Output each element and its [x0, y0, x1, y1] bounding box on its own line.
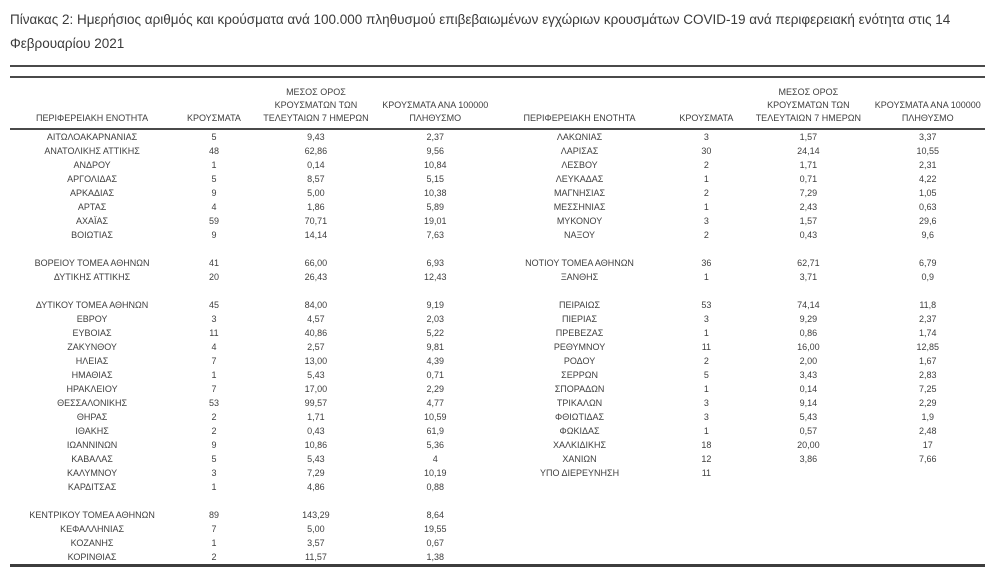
region-cell-left: ΙΩΑΝΝΙΝΩΝ [66, 440, 118, 451]
region-cell-right: ΛΕΥΚΑΔΑΣ [555, 174, 604, 185]
avg7-cell-left: 84,00 [304, 300, 328, 311]
cases-cell-left: 11 [209, 328, 219, 339]
cases-cell-right [667, 508, 747, 522]
table-row [10, 508, 985, 522]
avg7-cell-right: 5,43 [799, 412, 818, 423]
per100k-cell-left: 19,01 [424, 216, 447, 227]
cases-cell-right: 3 [703, 314, 709, 325]
per100k-cell-left: 10,38 [424, 188, 447, 199]
per100k-cell-right [871, 522, 985, 536]
region-cell-right: ΦΘΙΩΤΙΔΑΣ [555, 412, 605, 423]
cases-cell-left: 4 [211, 342, 217, 353]
region-cell-right: ΡΕΘΥΜΝΟΥ [553, 342, 606, 353]
per100k-cell-right [871, 466, 985, 480]
cases-cell-left: 5 [211, 132, 217, 143]
avg7-cell-left: 13,00 [304, 356, 328, 367]
avg7-cell-left: 0,14 [307, 160, 325, 171]
table-row [10, 354, 985, 368]
avg7-cell-left: 4,86 [307, 482, 325, 493]
avg7-cell-left: 5,43 [307, 370, 325, 381]
per100k-cell-right: 17 [922, 440, 933, 451]
avg7-cell-left: 2,57 [307, 342, 325, 353]
avg7-cell-right [746, 242, 870, 256]
region-cell-right: ΜΕΣΣΗΝΙΑΣ [553, 202, 606, 213]
cases-cell-right: 3 [703, 216, 709, 227]
pre-table-gap [10, 78, 985, 86]
region-cell-left: ΑΡΚΑΔΙΑΣ [70, 188, 115, 199]
per100k-cell-right: 1,9 [921, 412, 935, 423]
cases-cell-left: 41 [208, 258, 219, 269]
table-body [10, 129, 985, 566]
table-row [10, 452, 985, 466]
per100k-cell-right [871, 242, 985, 256]
per100k-cell-left: 5,15 [426, 174, 445, 185]
avg7-cell-right: 3,71 [799, 272, 818, 283]
avg7-cell-right: 1,71 [799, 160, 818, 171]
region-cell-right: ΝΟΤΙΟΥ ΤΟΜΕΑ ΑΘΗΝΩΝ [525, 258, 634, 269]
region-cell-left: ΚΑΛΥΜΝΟΥ [67, 468, 118, 479]
table-row [10, 144, 985, 158]
cases-cell-right: 2 [703, 356, 709, 367]
cases-cell-right [667, 550, 747, 566]
per100k-cell-right: 2,37 [919, 314, 937, 325]
region-cell-left: ΘΕΣΣΑΛΟΝΙΚΗΣ [57, 398, 128, 409]
table-row [10, 186, 985, 200]
table-row [10, 129, 985, 144]
region-cell-left: ΖΑΚΥΝΘΟΥ [67, 342, 117, 353]
avg7-cell-right: 0,14 [799, 384, 818, 395]
table-row [10, 424, 985, 438]
table-row [10, 410, 985, 424]
per100k-cell-left: 0,67 [426, 538, 445, 549]
avg7-cell-right: 0,86 [799, 328, 818, 339]
header-row [10, 86, 985, 129]
region-cell-right [493, 550, 667, 566]
cases-cell-right: 11 [701, 468, 712, 479]
cases-cell-left [174, 284, 254, 298]
region-cell-left: ΒΟΙΩΤΙΑΣ [71, 230, 113, 241]
region-cell-right: ΠΕΙΡΑΙΩΣ [558, 300, 601, 311]
region-cell-right: ΥΠΟ ΔΙΕΡΕΥΝΗΣΗ [540, 468, 620, 479]
covid-regional-table [10, 86, 985, 567]
per100k-cell-left: 10,84 [424, 160, 447, 171]
per100k-cell-left: 2,29 [426, 384, 445, 395]
cases-cell-left: 1 [211, 370, 217, 381]
cases-cell-left: 2 [211, 552, 217, 563]
cases-cell-right: 1 [703, 174, 709, 185]
table-row [10, 368, 985, 382]
table-row [10, 480, 985, 494]
col-header-region-left: ΠΕΡΙΦΕΡΕΙΑΚΗ ΕΝΟΤΗΤΑ [10, 86, 174, 129]
per100k-cell-left: 8,64 [426, 510, 445, 521]
cases-cell-left: 4 [211, 202, 217, 213]
per100k-cell-left: 5,36 [426, 440, 445, 451]
table-row [10, 312, 985, 326]
avg7-cell-left: 66,00 [304, 258, 328, 269]
col-header-per100k-left: ΚΡΟΥΣΜΑΤΑ ΑΝΑ 100000 ΠΛΗΘΥΣΜΟ [378, 86, 492, 129]
table-row [10, 438, 985, 452]
region-cell-right: ΡΟΔΟΥ [563, 356, 596, 367]
cases-cell-right: 2 [703, 230, 709, 241]
cases-cell-right [667, 522, 747, 536]
avg7-cell-right [746, 550, 870, 566]
region-cell-left: ΚΟΡΙΝΘΙΑΣ [67, 552, 117, 563]
per100k-cell-left: 10,19 [424, 468, 447, 479]
col-header-region-right: ΠΕΡΙΦΕΡΕΙΑΚΗ ΕΝΟΤΗΤΑ [493, 86, 667, 129]
cases-cell-right: 30 [701, 146, 712, 157]
cases-cell-left: 5 [211, 174, 217, 185]
avg7-cell-right: 0,57 [799, 426, 818, 437]
avg7-cell-right [746, 508, 870, 522]
region-cell-right [493, 536, 667, 550]
avg7-cell-right: 9,29 [799, 314, 818, 325]
cases-cell-right [667, 242, 747, 256]
region-cell-right [493, 480, 667, 494]
per100k-cell-right: 4,22 [919, 174, 937, 185]
region-cell-left [10, 242, 174, 256]
cases-cell-left: 9 [211, 230, 217, 241]
per100k-cell-left: 0,71 [426, 370, 445, 381]
region-cell-right: ΠΡΕΒΕΖΑΣ [555, 328, 604, 339]
per100k-cell-left: 4,39 [426, 356, 445, 367]
table-row [10, 158, 985, 172]
per100k-cell-right [871, 550, 985, 566]
cases-cell-right: 53 [701, 300, 712, 311]
per100k-cell-left: 2,37 [426, 132, 445, 143]
col-header-cases-left: ΚΡΟΥΣΜΑΤΑ [174, 86, 254, 129]
per100k-cell-right [871, 494, 985, 508]
region-cell-left: ΑΙΤΩΛΟΑΚΑΡΝΑΝΙΑΣ [46, 132, 138, 143]
region-cell-left: ΚΕΦΑΛΛΗΝΙΑΣ [60, 524, 125, 535]
per100k-cell-right [871, 284, 985, 298]
avg7-cell-right [746, 466, 870, 480]
cases-cell-right: 36 [701, 258, 712, 269]
cases-cell-right: 2 [703, 188, 709, 199]
avg7-cell-right: 20,00 [797, 440, 820, 451]
cases-cell-right: 1 [703, 384, 709, 395]
avg7-cell-right: 62,71 [797, 258, 820, 269]
table-row [10, 550, 985, 566]
region-cell-left: ΕΒΡΟΥ [76, 314, 108, 325]
avg7-cell-left: 5,00 [307, 524, 325, 535]
per100k-cell-left [378, 284, 492, 298]
avg7-cell-right: 3,86 [799, 454, 818, 465]
col-header-per100k-right: ΚΡΟΥΣΜΑΤΑ ΑΝΑ 100000 ΠΛΗΘΥΣΜΟ [871, 86, 985, 129]
per100k-cell-right: 0,63 [919, 202, 937, 213]
region-cell-left: ΑΝΔΡΟΥ [73, 160, 111, 171]
per100k-cell-right: 2,31 [919, 160, 937, 171]
spacer-row [10, 242, 985, 256]
cases-cell-left: 89 [208, 510, 219, 521]
region-cell-left: ΒΟΡΕΙΟΥ ΤΟΜΕΑ ΑΘΗΝΩΝ [34, 258, 150, 269]
per100k-cell-right: 1,67 [919, 356, 937, 367]
avg7-cell-right [746, 536, 870, 550]
cases-cell-left: 1 [211, 538, 217, 549]
region-cell-right: ΧΑΛΚΙΔΙΚΗΣ [552, 440, 607, 451]
region-cell-right [493, 508, 667, 522]
table-row [10, 396, 985, 410]
cases-cell-right: 18 [701, 440, 712, 451]
table-row [10, 228, 985, 242]
avg7-cell-left [254, 242, 378, 256]
avg7-cell-left: 8,57 [307, 174, 325, 185]
per100k-cell-right: 1,05 [919, 188, 937, 199]
per100k-cell-right: 9,6 [921, 230, 935, 241]
table-row [10, 466, 985, 480]
region-cell-right [493, 522, 667, 536]
per100k-cell-left: 7,63 [426, 230, 445, 241]
cases-cell-right [667, 536, 747, 550]
per100k-cell-right: 10,55 [916, 146, 940, 157]
cases-cell-left: 2 [211, 426, 217, 437]
table-header [10, 86, 985, 129]
per100k-cell-right: 2,48 [919, 426, 937, 437]
cases-cell-left: 5 [211, 454, 217, 465]
region-cell-right: ΤΡΙΚΑΛΩΝ [556, 398, 603, 409]
table-row [10, 172, 985, 186]
region-cell-right: ΦΩΚΙΔΑΣ [559, 426, 600, 437]
per100k-cell-right: 29,6 [919, 216, 937, 227]
cases-cell-right [667, 480, 747, 494]
region-cell-right: ΛΑΚΩΝΙΑΣ [556, 132, 603, 143]
avg7-cell-right [746, 494, 870, 508]
avg7-cell-right [746, 480, 870, 494]
cases-cell-left: 45 [208, 300, 219, 311]
per100k-cell-right: 3,37 [919, 132, 937, 143]
spacer-row [10, 284, 985, 298]
avg7-cell-right: 3,43 [799, 370, 818, 381]
per100k-cell-left: 1,38 [426, 552, 445, 563]
cases-cell-left: 3 [211, 468, 217, 479]
avg7-cell-right: 0,43 [799, 230, 818, 241]
per100k-cell-left: 0,88 [426, 482, 445, 493]
table-row [10, 536, 985, 550]
avg7-cell-left: 62,86 [304, 146, 328, 157]
avg7-cell-left: 5,00 [307, 188, 325, 199]
per100k-cell-left [378, 494, 492, 508]
per100k-cell-right: 12,85 [916, 342, 940, 353]
col-header-avg7-right: ΜΕΣΟΣ ΟΡΟΣ ΚΡΟΥΣΜΑΤΩΝ ΤΩΝ ΤΕΛΕΥΤΑΙΩΝ 7 ΗΜΕΡΩΝ [746, 86, 870, 129]
cases-cell-left: 1 [211, 160, 217, 171]
rule-gap [10, 67, 985, 76]
cases-cell-left: 48 [208, 146, 219, 157]
avg7-cell-right [746, 284, 870, 298]
region-cell-left: ΑΡΓΟΛΙΔΑΣ [67, 174, 118, 185]
avg7-cell-left: 11,57 [304, 552, 327, 563]
avg7-cell-left [254, 284, 378, 298]
cases-cell-left: 7 [211, 524, 217, 535]
cases-cell-right [667, 284, 747, 298]
per100k-cell-left: 9,81 [426, 342, 445, 353]
region-cell-left: ΙΘΑΚΗΣ [75, 426, 109, 437]
cases-cell-left: 20 [208, 272, 219, 283]
per100k-cell-right: 7,25 [919, 384, 937, 395]
cases-cell-left: 7 [211, 384, 217, 395]
avg7-cell-left: 99,57 [304, 398, 328, 409]
cases-cell-left [174, 494, 254, 508]
per100k-cell-right [871, 508, 985, 522]
avg7-cell-right: 16,00 [797, 342, 820, 353]
region-cell-right: ΣΠΟΡΑΔΩΝ [554, 384, 605, 395]
region-cell-right [493, 494, 667, 508]
cases-cell-right: 1 [703, 328, 709, 339]
per100k-cell-right: 2,29 [919, 398, 937, 409]
avg7-cell-right: 24,14 [797, 146, 820, 157]
region-cell-left: ΔΥΤΙΚΟΥ ΤΟΜΕΑ ΑΘΗΝΩΝ [35, 300, 149, 311]
region-cell-right [493, 284, 667, 298]
region-cell-right: ΜΑΓΝΗΣΙΑΣ [554, 188, 606, 199]
region-cell-left: ΚΑΡΔΙΤΣΑΣ [67, 482, 117, 493]
region-cell-left: ΘΗΡΑΣ [76, 412, 108, 423]
per100k-cell-left: 6,93 [426, 258, 445, 269]
region-cell-left: ΗΛΕΙΑΣ [75, 356, 109, 367]
avg7-cell-right: 0,71 [799, 174, 818, 185]
per100k-cell-left: 2,03 [426, 314, 445, 325]
avg7-cell-left: 4,57 [307, 314, 325, 325]
per100k-cell-left: 61,9 [426, 426, 445, 437]
region-cell-left: ΕΥΒΟΙΑΣ [72, 328, 112, 339]
cases-cell-right: 5 [703, 370, 709, 381]
col-header-avg7-left: ΜΕΣΟΣ ΟΡΟΣ ΚΡΟΥΣΜΑΤΩΝ ΤΩΝ ΤΕΛΕΥΤΑΙΩΝ 7 ΗΜΕΡΩΝ [254, 86, 378, 129]
table-row [10, 298, 985, 312]
per100k-cell-right: 7,66 [919, 454, 937, 465]
per100k-cell-right: 0,9 [921, 272, 935, 283]
region-cell-left: ΑΡΤΑΣ [77, 202, 107, 213]
table-row [10, 270, 985, 284]
per100k-cell-left: 10,59 [424, 412, 447, 423]
cases-cell-right [667, 494, 747, 508]
avg7-cell-right [746, 522, 870, 536]
region-cell-right: ΜΥΚΟΝΟΥ [556, 216, 603, 227]
cases-cell-left: 2 [211, 412, 217, 423]
per100k-cell-left: 9,56 [426, 146, 445, 157]
region-cell-right: ΛΕΣΒΟΥ [561, 160, 598, 171]
avg7-cell-left: 26,43 [304, 272, 328, 283]
avg7-cell-left: 1,71 [307, 412, 325, 423]
avg7-cell-left: 70,71 [304, 216, 328, 227]
per100k-cell-left: 5,89 [426, 202, 445, 213]
avg7-cell-right: 7,29 [799, 188, 818, 199]
cases-cell-left: 7 [211, 356, 217, 367]
cases-cell-left: 9 [211, 188, 217, 199]
per100k-cell-right: 6,79 [919, 258, 937, 269]
cases-cell-right: 1 [703, 202, 709, 213]
cases-cell-left [174, 242, 254, 256]
cases-cell-left: 3 [211, 314, 217, 325]
region-cell-left [10, 494, 174, 508]
table-row [10, 382, 985, 396]
region-cell-left: ΚΑΒΑΛΑΣ [71, 454, 113, 465]
col-header-cases-right: ΚΡΟΥΣΜΑΤΑ [667, 86, 747, 129]
region-cell-left: ΔΥΤΙΚΗΣ ΑΤΤΙΚΗΣ [53, 272, 131, 283]
cases-cell-right: 11 [701, 342, 712, 353]
avg7-cell-left: 143,29 [302, 510, 330, 521]
table-row [10, 522, 985, 536]
per100k-cell-left [378, 242, 492, 256]
per100k-cell-left: 12,43 [424, 272, 447, 283]
avg7-cell-left: 14,14 [304, 230, 328, 241]
avg7-cell-left: 10,86 [304, 440, 328, 451]
region-cell-left: ΚΟΖΑΝΗΣ [70, 538, 114, 549]
region-cell-left: ΗΡΑΚΛΕΙΟΥ [66, 384, 118, 395]
cases-cell-right: 1 [703, 426, 709, 437]
region-cell-right [493, 242, 667, 256]
avg7-cell-left: 1,86 [307, 202, 325, 213]
per100k-cell-left: 19,55 [424, 524, 447, 535]
avg7-cell-left: 3,57 [307, 538, 325, 549]
avg7-cell-right: 2,00 [799, 356, 818, 367]
region-cell-left: ΑΧΑΪΑΣ [76, 216, 109, 227]
avg7-cell-left: 0,43 [307, 426, 325, 437]
cases-cell-left: 59 [208, 216, 219, 227]
region-cell-right: ΞΑΝΘΗΣ [560, 272, 599, 283]
avg7-cell-left [254, 494, 378, 508]
region-cell-right: ΧΑΝΙΩΝ [562, 454, 597, 465]
cases-cell-right: 2 [703, 160, 709, 171]
spacer-row [10, 494, 985, 508]
per100k-cell-left: 5,22 [426, 328, 445, 339]
table-row [10, 200, 985, 214]
region-cell-left: ΗΜΑΘΙΑΣ [71, 370, 113, 381]
table-row [10, 256, 985, 270]
cases-cell-right: 3 [703, 132, 709, 143]
region-cell-left [10, 284, 174, 298]
cases-cell-right: 12 [701, 454, 712, 465]
cases-cell-right: 3 [703, 398, 709, 409]
avg7-cell-right: 74,14 [797, 300, 820, 311]
region-cell-right: ΛΑΡΙΣΑΣ [560, 146, 599, 157]
cases-cell-left: 53 [208, 398, 219, 409]
per100k-cell-right [871, 480, 985, 494]
avg7-cell-left: 40,86 [304, 328, 328, 339]
avg7-cell-right: 1,57 [799, 132, 818, 143]
table-caption: Πίνακας 2: Ημερήσιος αριθμός και κρούσματα ανά 100.000 πληθυσμού επιβεβαιωμένων εγχώριων κρουσμάτων COVID-19 ανά περιφερειακή ενότητα στις 14 Φεβρουαρίου 2021 [10, 12, 951, 51]
avg7-cell-left: 17,00 [304, 384, 328, 395]
per100k-cell-left: 4,77 [426, 398, 445, 409]
region-cell-right: ΝΑΞΟΥ [564, 230, 596, 241]
per100k-cell-right: 1,74 [919, 328, 937, 339]
cases-cell-left: 9 [211, 440, 217, 451]
table-row [10, 340, 985, 354]
avg7-cell-left: 9,43 [307, 132, 325, 143]
cases-cell-left: 1 [211, 482, 217, 493]
per100k-cell-right: 11,8 [919, 300, 937, 311]
cases-cell-right: 3 [703, 412, 709, 423]
avg7-cell-left: 7,29 [307, 468, 325, 479]
per100k-cell-left: 4 [432, 454, 438, 465]
avg7-cell-left: 5,43 [307, 454, 325, 465]
per100k-cell-right: 2,83 [919, 370, 937, 381]
per100k-cell-right [871, 536, 985, 550]
per100k-cell-left: 9,19 [426, 300, 445, 311]
region-cell-left: ΑΝΑΤΟΛΙΚΗΣ ΑΤΤΙΚΗΣ [44, 146, 140, 157]
avg7-cell-right: 2,43 [799, 202, 818, 213]
table-row [10, 214, 985, 228]
avg7-cell-right: 9,14 [799, 398, 818, 409]
region-cell-right: ΣΕΡΡΩΝ [561, 370, 598, 381]
table-row [10, 326, 985, 340]
avg7-cell-right: 1,57 [799, 216, 818, 227]
region-cell-left: ΚΕΝΤΡΙΚΟΥ ΤΟΜΕΑ ΑΘΗΝΩΝ [29, 510, 155, 521]
cases-cell-right: 1 [703, 272, 709, 283]
region-cell-right: ΠΙΕΡΙΑΣ [562, 314, 598, 325]
